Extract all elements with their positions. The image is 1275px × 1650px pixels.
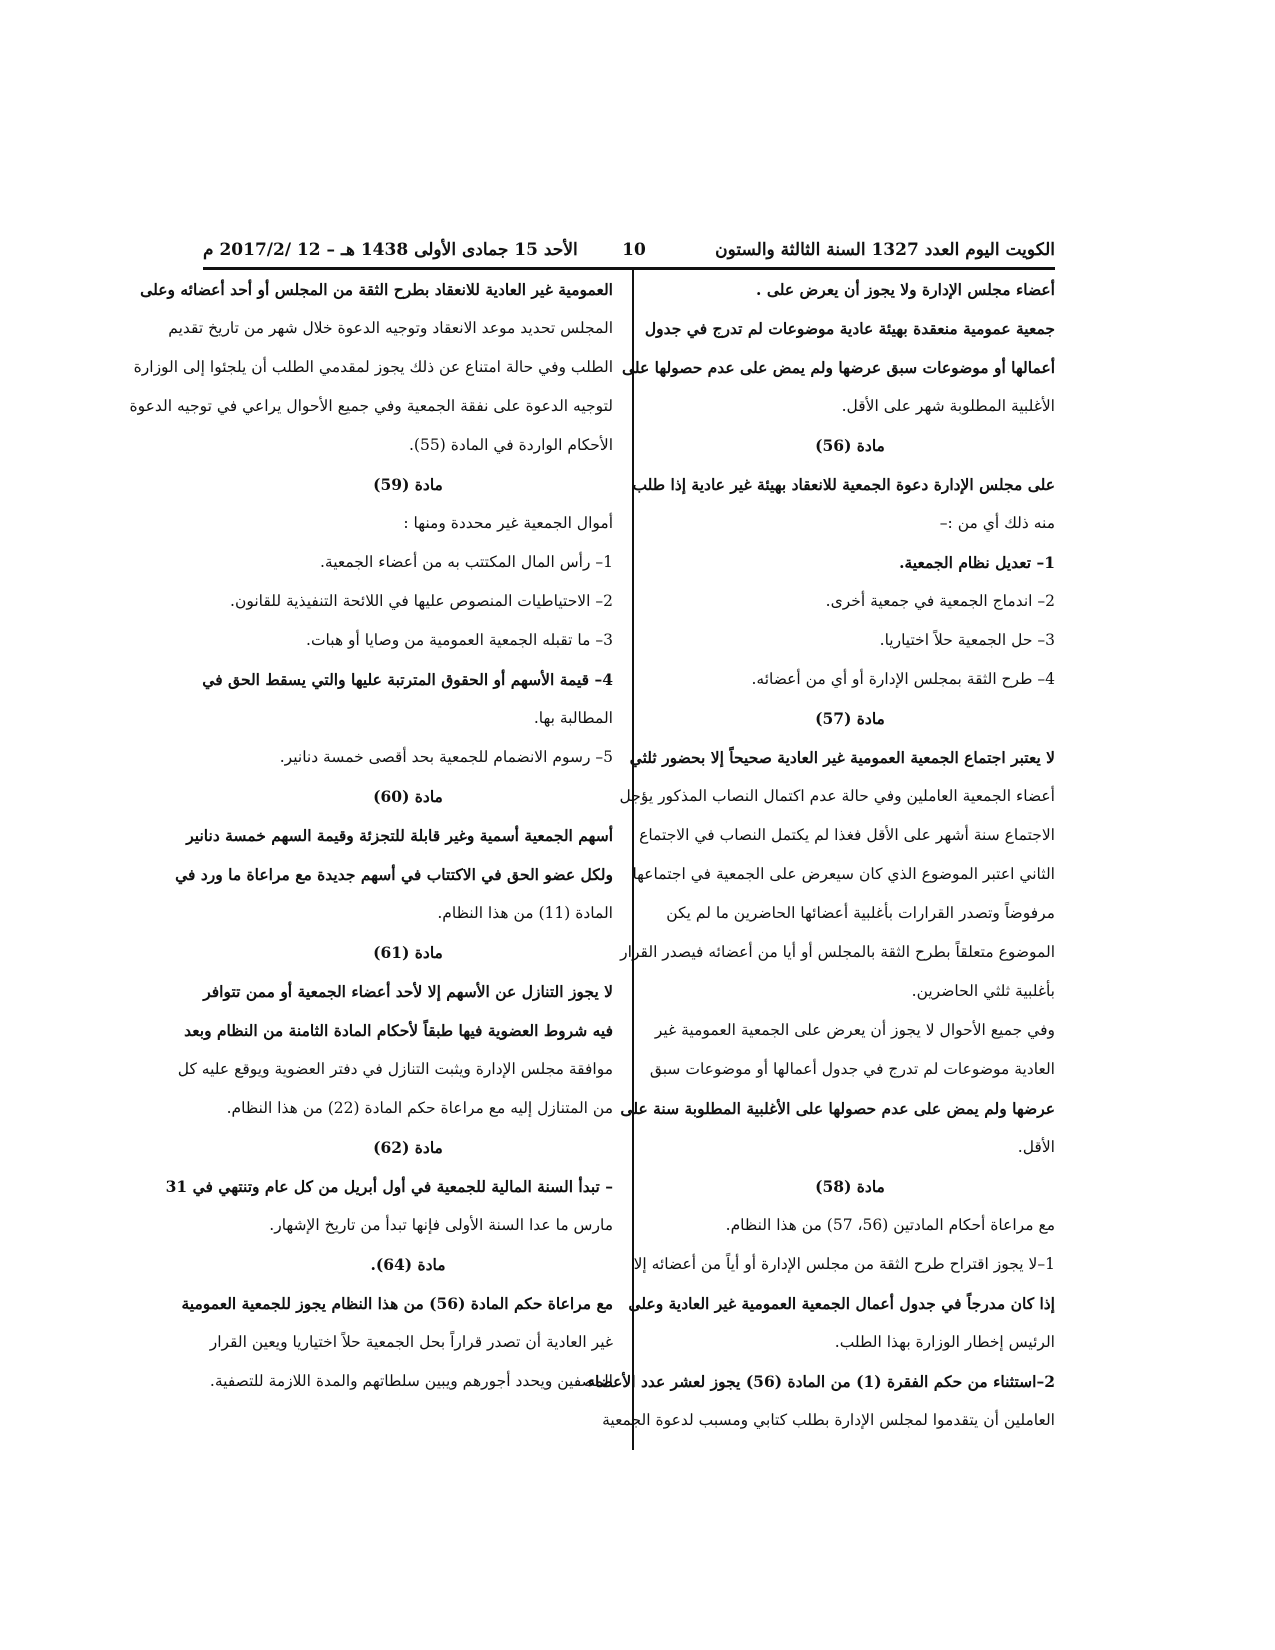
article-heading: مادة (62): [373, 1138, 443, 1157]
text-line: 1–لا يجوز اقتراح طرح الثقة من مجلس الإدارة أو أياً من أعضائه إلا: [633, 1255, 1055, 1273]
text-line: 2–استثناء من حكم الفقرة (1) من المادة (56) يجوز لعشر عدد الأعضاء: [587, 1372, 1055, 1391]
page-header: [203, 240, 1055, 262]
text-line: لا يجوز التنازل عن الأسهم إلا لأحد أعضاء الجمعية أو ممن تتوافر: [203, 982, 613, 1001]
text-line: الاجتماع سنة أشهر على الأقل فغذا لم يكتمل النصاب في الاجتماع: [639, 826, 1055, 844]
text-line: جمعية عمومية منعقدة بهيئة عادية موضوعات لم تدرج في جدول: [644, 319, 1055, 338]
text-line: – تبدأ السنة المالية للجمعية في أول أبريل من كل عام وتنتهي في 31: [165, 1177, 613, 1196]
text-line: المطالبة بها.: [533, 709, 613, 727]
text-line: 1– رأس المال المكتتب به من أعضاء الجمعية.: [319, 553, 613, 571]
text-line: على مجلس الإدارة دعوة الجمعية للانعقاد بهيئة غير عادية إذا طلب: [632, 475, 1055, 494]
left-column: [129, 270, 613, 1401]
text-line: لتوجيه الدعوة على نفقة الجمعية وفي جميع الأحوال يراعي في توجيه الدعوة: [129, 397, 613, 415]
text-line: 2– اندماج الجمعية في جمعية أخرى.: [825, 592, 1055, 610]
article-heading: مادة (57): [815, 709, 885, 728]
text-line: فيه شروط العضوية فيها طبقاً لأحكام المادة الثامنة من النظام وبعد: [184, 1021, 613, 1040]
text-line: 3– حل الجمعية حلاً اختياريا.: [879, 631, 1055, 649]
text-line: أعضاء مجلس الإدارة ولا يجوز أن يعرض على .: [756, 280, 1055, 299]
text-line: الأقل.: [1017, 1138, 1055, 1156]
article-heading: مادة (64).: [370, 1255, 446, 1274]
article-heading: مادة (59): [373, 475, 443, 494]
text-line: غير العادية أن تصدر قراراً بحل الجمعية حلاً اختياريا ويعين القرار: [209, 1333, 613, 1351]
text-line: أسهم الجمعية أسمية وغير قابلة للتجزئة وقيمة السهم خمسة دنانير: [186, 826, 613, 845]
text-line: لا يعتبر اجتماع الجمعية العمومية غير العادية صحيحاً إلا بحضور ثلثي: [629, 748, 1055, 767]
article-heading: مادة (61): [373, 943, 443, 962]
text-line: وفي جميع الأحوال لا يجوز أن يعرض على الجمعية العمومية غير: [654, 1021, 1055, 1039]
right-column: [587, 270, 1055, 1440]
text-line: 5– رسوم الانضمام للجمعية بحد أقصى خمسة دنانير.: [279, 748, 613, 766]
text-line: 2– الاحتياطيات المنصوص عليها في اللائحة التنفيذية للقانون.: [230, 592, 613, 610]
page-number: 10: [622, 240, 646, 260]
text-line: 4– قيمة الأسهم أو الحقوق المترتبة عليها والتي يسقط الحق في: [202, 670, 613, 689]
text-line: الموضوع متعلقاً بطرح الثقة بالمجلس أو أيا من أعضائه فيصدر القرار: [620, 943, 1055, 961]
text-line: من المتنازل إليه مع مراعاة حكم المادة (22) من هذا النظام.: [226, 1099, 613, 1117]
issue-date: الأحد 15 جمادى الأولى 1438 هـ – 12 /2017/2 م: [203, 240, 578, 260]
text-line: أعضاء الجمعية العاملين وفي حالة عدم اكتمال النصاب المذكور يؤجل: [619, 787, 1055, 805]
text-line: الطلب وفي حالة امتناع عن ذلك يجوز لمقدمي الطلب أن يلجئوا إلى الوزارة: [133, 358, 613, 376]
text-line: العمومية غير العادية للانعقاد بطرح الثقة من المجلس أو أحد أعضائه وعلى: [140, 280, 613, 299]
text-line: الرئيس إخطار الوزارة بهذا الطلب.: [834, 1333, 1055, 1351]
text-line: أعمالها أو موضوعات سبق عرضها ولم يمض على عدم حصولها على: [621, 358, 1055, 377]
text-line: العاملين أن يتقدموا لمجلس الإدارة بطلب كتابي ومسبب لدعوة الجمعية: [602, 1411, 1055, 1429]
text-line: عرضها ولم يمض على عدم حصولها على الأغلبية المطلوبة سنة على: [620, 1099, 1055, 1118]
text-line: الثاني اعتبر الموضوع الذي كان سيعرض على الجمعية في اجتماعها: [632, 865, 1055, 883]
article-heading: مادة (60): [373, 787, 443, 806]
text-line: مارس ما عدا السنة الأولى فإنها تبدأ من تاريخ الإشهار.: [269, 1216, 613, 1234]
text-line: ولكل عضو الحق في الاكتتاب في أسهم جديدة مع مراعاة ما ورد في: [175, 865, 613, 884]
text-line: موافقة مجلس الإدارة ويثبت التنازل في دفتر العضوية ويوقع عليه كل: [177, 1060, 613, 1078]
text-line: العادية موضوعات لم تدرج في جدول أعمالها أو موضوعات سبق: [649, 1060, 1055, 1078]
text-line: الأغلبية المطلوبة شهر على الأقل.: [841, 397, 1055, 415]
text-line: بأغلبية ثلثي الحاضرين.: [911, 982, 1055, 1000]
gazette-issue-info: الكويت اليوم العدد 1327 السنة الثالثة والستون: [715, 240, 1055, 260]
article-heading: مادة (56): [815, 436, 885, 455]
text-line: 3– ما تقبله الجمعية العمومية من وصايا أو هبات.: [306, 631, 613, 649]
text-line: المادة (11) من هذا النظام.: [437, 904, 613, 922]
text-line: مرفوضاً وتصدر القرارات بأغلبية أعضائها الحاضرين ما لم يكن: [666, 904, 1055, 922]
text-line: المصفين ويحدد أجورهم ويبين سلطاتهم والمدة اللازمة للتصفية.: [209, 1372, 613, 1390]
text-line: إذا كان مدرجاً في جدول أعمال الجمعية العمومية غير العادية وعلى: [628, 1294, 1055, 1313]
text-line: أموال الجمعية غير محددة ومنها :: [403, 514, 613, 532]
text-line: 4– طرح الثقة بمجلس الإدارة أو أي من أعضائه.: [751, 670, 1055, 688]
text-line: الأحكام الواردة في المادة (55).: [409, 436, 613, 454]
text-line: 1– تعديل نظام الجمعية.: [899, 553, 1055, 572]
text-line: مع مراعاة أحكام المادتين (56، 57) من هذا النظام.: [725, 1216, 1055, 1234]
text-line: مع مراعاة حكم المادة (56) من هذا النظام يجوز للجمعية العمومية: [181, 1294, 613, 1313]
text-line: منه ذلك أي من :–: [939, 514, 1055, 532]
text-line: المجلس تحديد موعد الانعقاد وتوجيه الدعوة خلال شهر من تاريخ تقديم: [168, 319, 613, 337]
article-heading: مادة (58): [815, 1177, 885, 1196]
